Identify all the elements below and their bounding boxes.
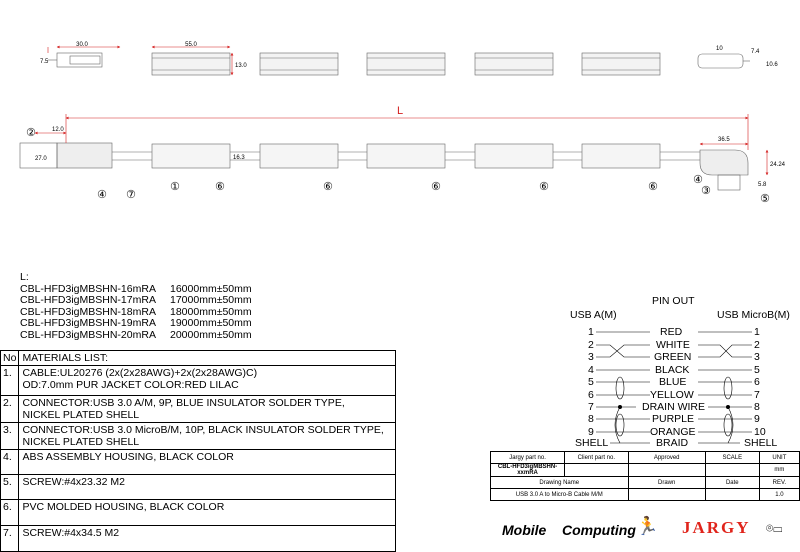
pinout-left-label: USB A(M) xyxy=(570,309,617,321)
balloon: ① xyxy=(170,180,180,193)
dim-microb-b: 7.4 xyxy=(751,49,760,55)
length-row: CBL-HFD3igMBSHN-17mRA 17000mm±50mm xyxy=(20,294,252,306)
balloon: ⑦ xyxy=(126,188,136,201)
balloon: ⑥ xyxy=(648,180,658,193)
dim-overall-L: L xyxy=(396,105,404,117)
balloon: ⑥ xyxy=(215,180,225,193)
material-item: PVC MOLDED HOUSING, BLACK COLOR xyxy=(19,500,396,526)
dim-conn-h: 27.0 xyxy=(35,156,47,162)
logo-jargy: JARGY xyxy=(682,518,751,537)
dim-end-len: 36.5 xyxy=(718,137,730,143)
length-table xyxy=(20,272,252,341)
material-item: SCREW:#4x23.32 M2 xyxy=(19,475,396,500)
length-row: CBL-HFD3igMBSHN-16mRA 16000mm±50mm xyxy=(20,282,252,295)
material-item: CONNECTOR:USB 3.0 A/M, 9P, BLUE INSULATOR SOLDER TYPE, NICKEL PLATED SHELL xyxy=(19,396,396,423)
pinout-title: PIN OUT xyxy=(652,295,695,307)
runner-icon: 🏃 xyxy=(636,516,659,536)
balloon: ② xyxy=(26,126,36,139)
logos xyxy=(490,510,800,549)
balloon: ⑥ xyxy=(539,180,549,193)
balloon: ⑤ xyxy=(760,192,770,205)
material-item: CABLE:UL20276 (2x(2x28AWG)+2x(2x28AWG)C) OD:7.0mm PUR JACKET COLOR:RED LILAC xyxy=(19,366,396,396)
length-row: CBL-HFD3igMBSHN-19mRA 19000mm±50mm xyxy=(20,317,252,329)
materials-list: No MATERIALS LIST: 1. CABLE:UL20276 (2x(2x28AWG)+2x(2x28AWG)C) OD:7.0mm PUR JACKET COLOR:RED LILAC 2. CONNECTOR:USB 3.0 A/M, 9P, BLUE INSULATOR SOLDER TYPE, NICKEL PLATED SHELL 3. CONNECTOR:USB 3.0 MicroB/M, 10P, BLACK INSULATOR SOLDER TYPE, NICKEL PLATED SHELL 4. ABS ASSEMBLY HOUSING, BLACK COLOR 5. SCREW:#4x23.32 M2 6. PVC MOLDED HOUSING, BLACK COLOR 7. SCREW:#4x34.5 M2 xyxy=(0,350,396,552)
dim-microb-a: 10 xyxy=(716,46,723,52)
logo-mobile: Mobile xyxy=(502,522,547,538)
dim-start: 12.0 xyxy=(52,127,64,133)
length-header: L: xyxy=(20,271,29,283)
dim-end-h: 24.24 xyxy=(770,162,786,168)
dim-ferrite-side: 16.3 xyxy=(233,155,245,161)
pinout: PIN OUT USB A(M) USB MicroB(M) 1 RED 1 2 WHITE 2 3 GREEN 3 4 BLACK 5 5 BLUE 6 6 YELLOW 7 7 DRAIN WIRE 8 8 PURPLE 9 9 ORANGE 10 SHELL BRAID SHELL xyxy=(560,295,800,450)
balloon: ⑥ xyxy=(431,180,441,193)
dim-end-small: 5.8 xyxy=(758,182,767,188)
material-item: ABS ASSEMBLY HOUSING, BLACK COLOR xyxy=(19,450,396,475)
materials-header: MATERIALS LIST: xyxy=(19,351,396,366)
material-item: SCREW:#4x34.5 M2 xyxy=(19,526,396,552)
length-row: CBL-HFD3igMBSHN-20mRA 20000mm±50mm xyxy=(20,328,252,341)
dim-ferrite-len: 55.0 xyxy=(185,42,197,48)
pinout-right-label: USB MicroB(M) xyxy=(717,309,790,321)
dim-microb-c: 10.6 xyxy=(766,62,778,68)
length-row: CBL-HFD3igMBSHN-18mRA 18000mm±50mm xyxy=(20,305,252,318)
dim-ferrite-h: 13.0 xyxy=(235,63,247,69)
material-item: CONNECTOR:USB 3.0 MicroB/M, 10P, BLACK INSULATOR SOLDER TYPE, NICKEL PLATED SHELL xyxy=(19,423,396,450)
balloon: ③ xyxy=(701,184,711,197)
balloon: ④ xyxy=(97,188,107,201)
cable-drawing xyxy=(0,0,800,270)
dim-plug-a-len: 30.0 xyxy=(76,42,88,48)
logo-computing: Computing xyxy=(562,522,636,538)
balloon: ⑥ xyxy=(323,180,333,193)
dim-plug-a-h: 7.5 xyxy=(40,59,49,65)
title-block: Jargy part no. Client part no. Approved SCALE UNIT CBL-HFD3igMBSHN-xxmRA mm Drawing Name Drawn Date REV. USB 3.0 A to Micro-B Cable M/M 1.0 xyxy=(490,451,800,501)
projection-icon: ⌾▭ xyxy=(766,521,783,535)
balloon: ④ xyxy=(693,173,703,186)
